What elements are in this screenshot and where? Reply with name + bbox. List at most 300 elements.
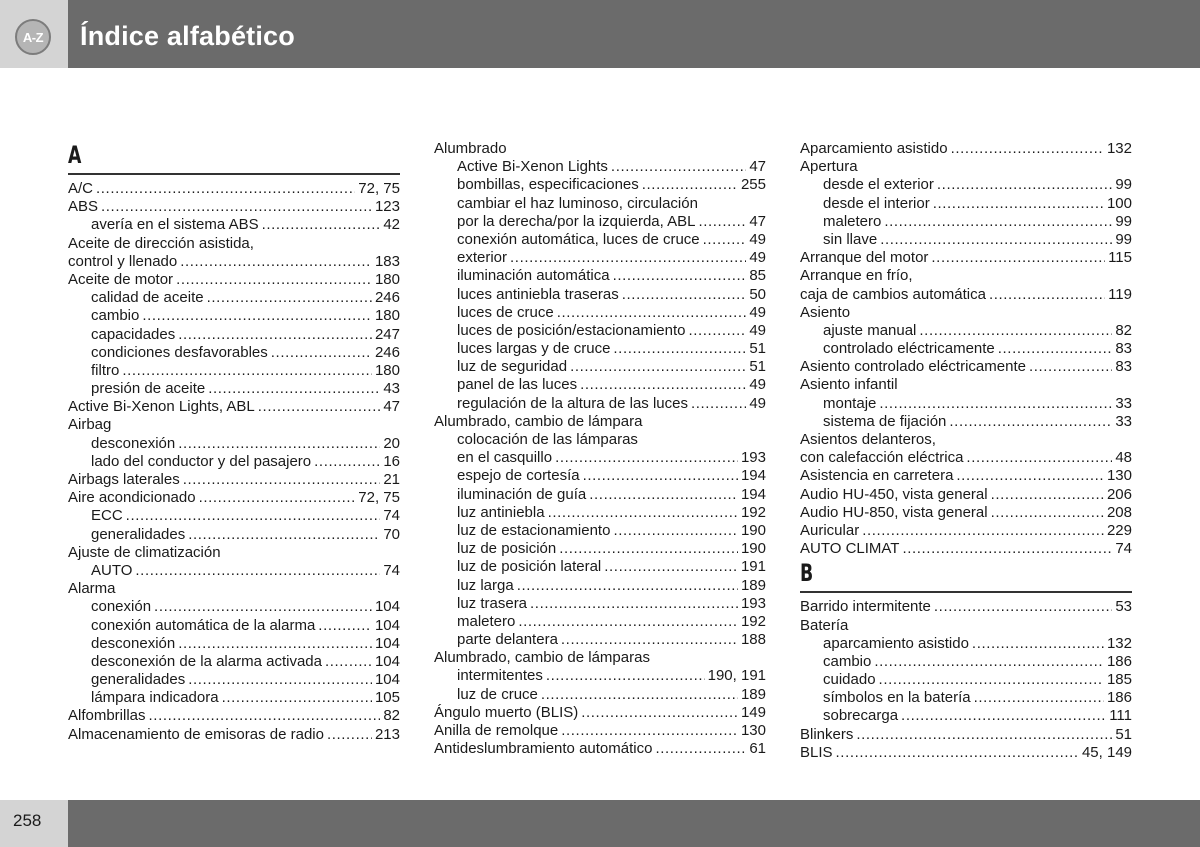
index-subentry — [434, 249, 766, 267]
entry-term: Audio HU-850, vista general — [800, 503, 988, 521]
dot-leader — [183, 471, 381, 489]
index-entry — [800, 431, 1132, 449]
entry-term: Alumbrado — [434, 140, 507, 157]
index-column-1 — [68, 140, 400, 744]
entry-page-ref: 186 — [1106, 652, 1132, 670]
page-header — [0, 0, 1200, 68]
dot-leader — [154, 598, 372, 616]
index-entry — [68, 544, 400, 562]
entry-page-ref: 100 — [1106, 194, 1132, 212]
index-subentry — [434, 213, 766, 231]
dot-leader — [622, 286, 747, 304]
entry-term: luz trasera — [457, 594, 528, 612]
entry-term: AUTO — [91, 561, 133, 579]
dot-leader — [856, 726, 1112, 744]
entry-term: Apertura — [800, 158, 858, 176]
entry-term: BLIS — [800, 743, 833, 761]
dot-leader — [934, 598, 1112, 616]
dot-leader — [884, 213, 1112, 231]
entry-term: luz de posición — [457, 540, 557, 558]
entry-term: maletero — [457, 612, 516, 630]
index-entry — [68, 235, 400, 253]
entry-page-ref: 208 — [1106, 503, 1132, 521]
dot-leader — [836, 744, 1079, 762]
dot-leader — [951, 140, 1104, 158]
dot-leader — [691, 395, 746, 413]
entry-page-ref: 247 — [374, 325, 400, 343]
entry-page-ref: 47 — [749, 158, 766, 176]
index-subentry — [434, 686, 766, 704]
entry-page-ref: 49 — [749, 303, 766, 321]
entry-page-ref: 246 — [374, 343, 400, 361]
entry-term: Almacenamiento de emisoras de radio — [68, 725, 324, 743]
index-entry — [800, 504, 1132, 522]
entry-page-ref: 183 — [374, 252, 400, 270]
page-title: Índice alfabético — [80, 21, 295, 51]
dot-leader — [188, 526, 380, 544]
entry-term: control y llenado — [68, 252, 178, 270]
entry-term: iluminación automática — [457, 267, 610, 285]
entry-page-ref: 49 — [749, 394, 766, 412]
header-tab — [0, 0, 68, 68]
entry-page-ref: 74 — [383, 561, 400, 579]
entry-page-ref: 49 — [749, 376, 766, 394]
index-subentry — [68, 380, 400, 398]
dot-leader — [176, 271, 372, 289]
page-footer — [0, 800, 1200, 847]
entry-term: generalidades — [91, 525, 186, 543]
entry-term: luz de estacionamiento — [457, 521, 611, 539]
entry-term: Alfombrillas — [68, 707, 146, 725]
entry-page-ref: 190, 191 — [707, 667, 766, 685]
dot-leader — [688, 322, 746, 340]
section-letter: A — [68, 141, 82, 169]
entry-term: lámpara indicadora — [91, 689, 219, 707]
footer-tab — [0, 800, 68, 847]
entry-page-ref: 33 — [1115, 412, 1132, 430]
index-subentry — [68, 562, 400, 580]
entry-term: parte delantera — [457, 631, 558, 649]
entry-term: luz de cruce — [457, 685, 538, 703]
index-entry — [800, 140, 1132, 158]
index-subentry — [434, 158, 766, 176]
index-subentry — [68, 362, 400, 380]
dot-leader — [972, 635, 1104, 653]
index-entry — [68, 198, 400, 216]
index-entry — [68, 726, 400, 744]
entry-page-ref: 123 — [374, 198, 400, 216]
dot-leader — [862, 522, 1104, 540]
entry-page-ref: 180 — [374, 361, 400, 379]
entry-term: controlado eléctricamente — [823, 340, 995, 358]
entry-page-ref: 149 — [740, 703, 766, 721]
index-subentry — [800, 195, 1132, 213]
entry-term: A/C — [68, 180, 94, 197]
entry-term: sistema de fijación — [823, 412, 947, 430]
dot-leader — [517, 577, 738, 595]
index-entry — [434, 722, 766, 740]
dot-leader — [989, 286, 1105, 304]
dot-leader — [611, 158, 746, 176]
index-subentry — [434, 631, 766, 649]
entry-page-ref: 43 — [383, 380, 400, 398]
entry-term: Anilla de remolque — [434, 722, 559, 739]
dot-leader — [698, 213, 746, 231]
index-entry — [434, 413, 766, 431]
index-subentry — [800, 707, 1132, 725]
dot-leader — [530, 595, 738, 613]
entry-term: Asiento infantil — [800, 376, 898, 394]
entry-term: luz larga — [457, 576, 514, 594]
index-column-3 — [800, 140, 1132, 762]
index-entry — [800, 617, 1132, 635]
dot-leader — [998, 340, 1113, 358]
entry-page-ref: 104 — [374, 652, 400, 670]
entry-term: luces de posición/estacionamiento — [457, 321, 686, 339]
entry-term: luces largas y de cruce — [457, 340, 611, 358]
index-subentry — [800, 653, 1132, 671]
entry-page-ref: 72, 75 — [358, 489, 400, 507]
entry-term: Arranque en frío, — [800, 267, 913, 285]
dot-leader — [101, 198, 372, 216]
entry-term: Airbag — [68, 416, 112, 434]
entry-term: Alumbrado, cambio de lámparas — [434, 649, 650, 667]
dot-leader — [561, 631, 738, 649]
dot-leader — [557, 304, 747, 322]
index-subentry — [434, 449, 766, 467]
entry-term: calidad de aceite — [91, 289, 204, 307]
index-entry — [434, 740, 766, 758]
index-entry — [800, 358, 1132, 376]
index-subentry — [434, 195, 766, 213]
dot-leader — [546, 667, 705, 685]
entry-page-ref: 20 — [383, 434, 400, 452]
entry-page-ref: 21 — [383, 471, 400, 488]
index-subentry — [68, 507, 400, 525]
entry-page-ref: 193 — [740, 594, 766, 612]
dot-leader — [96, 180, 355, 198]
index-subentry — [434, 176, 766, 194]
entry-page-ref: 255 — [740, 176, 766, 194]
index-subentry — [434, 231, 766, 249]
entry-term: desconexión de la alarma activada — [91, 652, 322, 670]
entry-page-ref: 49 — [749, 249, 766, 267]
dot-leader — [901, 707, 1106, 725]
entry-page-ref: 115 — [1108, 249, 1132, 267]
entry-page-ref: 193 — [740, 449, 766, 467]
entry-term: ABS — [68, 198, 99, 216]
index-entry — [800, 467, 1132, 485]
entry-page-ref: 192 — [740, 503, 766, 521]
dot-leader — [966, 449, 1112, 467]
entry-term: desde el exterior — [823, 176, 934, 194]
entry-page-ref: 104 — [374, 598, 400, 616]
dot-leader — [325, 653, 372, 671]
dot-leader — [258, 398, 381, 416]
index-subentry — [800, 635, 1132, 653]
entry-term: desconexión — [91, 634, 176, 652]
dot-leader — [991, 486, 1104, 504]
entry-term: Airbags laterales — [68, 471, 180, 488]
dot-leader — [318, 617, 372, 635]
index-entry — [800, 540, 1132, 558]
entry-term: Asiento — [800, 303, 851, 321]
entry-term: intermitentes — [457, 667, 543, 685]
index-entry — [800, 267, 1132, 285]
entry-term: cambio — [823, 652, 872, 670]
entry-term: espejo de cortesía — [457, 467, 580, 485]
index-entry — [800, 304, 1132, 322]
index-subentry — [68, 526, 400, 544]
entry-term: luz de seguridad — [457, 358, 568, 376]
dot-leader — [703, 231, 747, 249]
entry-page-ref: 104 — [374, 634, 400, 652]
entry-term: Asiento controlado eléctricamente — [800, 358, 1026, 376]
entry-page-ref: 213 — [374, 725, 400, 743]
entry-term: lado del conductor y del pasajero — [91, 452, 312, 470]
dot-leader — [880, 231, 1112, 249]
index-subentry — [68, 344, 400, 362]
entry-term: Auricular — [800, 521, 860, 539]
entry-term: Alarma — [68, 580, 116, 598]
index-entry — [800, 598, 1132, 616]
entry-term: conexión automática, luces de cruce — [457, 230, 700, 248]
dot-leader — [199, 489, 356, 507]
index-entry — [800, 449, 1132, 467]
entry-term: Ajuste de climatización — [68, 543, 221, 561]
entry-term: cambio — [91, 307, 140, 325]
dot-leader — [222, 689, 372, 707]
entry-term: Aceite de motor — [68, 270, 174, 288]
entry-term: desde el interior — [823, 194, 930, 212]
entry-page-ref: 16 — [383, 452, 400, 470]
dot-leader — [122, 362, 372, 380]
dot-leader — [581, 704, 738, 722]
entry-page-ref: 105 — [374, 689, 400, 707]
entry-term: Aire acondicionado — [68, 489, 196, 507]
dot-leader — [949, 413, 1112, 431]
entry-page-ref: 188 — [740, 631, 766, 649]
index-entry — [68, 580, 400, 598]
entry-term: cambiar el haz luminoso, circulación — [457, 194, 698, 212]
entry-page-ref: 192 — [740, 612, 766, 630]
entry-page-ref: 61 — [749, 740, 766, 758]
section-letter: B — [800, 559, 814, 588]
index-subentry — [434, 504, 766, 522]
entry-page-ref: 48 — [1115, 449, 1132, 467]
index-subentry — [68, 326, 400, 344]
entry-page-ref: 72, 75 — [358, 180, 400, 197]
entry-term: Audio HU-450, vista general — [800, 485, 988, 503]
index-entry — [68, 489, 400, 507]
entry-page-ref: 51 — [749, 340, 766, 358]
entry-page-ref: 83 — [1115, 340, 1132, 358]
entry-term: bombillas, especificaciones — [457, 176, 639, 194]
entry-term: Barrido intermitente — [800, 598, 931, 616]
dot-leader — [931, 249, 1105, 267]
dot-leader — [589, 486, 738, 504]
index-entry — [800, 286, 1132, 304]
entry-term: Antideslumbramiento automático — [434, 740, 653, 758]
index-subentry — [800, 395, 1132, 413]
entry-page-ref: 194 — [740, 485, 766, 503]
entry-page-ref: 104 — [374, 671, 400, 689]
entry-term: iluminación de guía — [457, 485, 587, 503]
az-badge-text: A-Z — [22, 29, 44, 45]
index-subentry — [434, 286, 766, 304]
dot-leader — [991, 504, 1104, 522]
index-subentry — [68, 689, 400, 707]
dot-leader — [188, 671, 372, 689]
index-entry — [68, 271, 400, 289]
index-subentry — [68, 307, 400, 325]
entry-page-ref: 99 — [1115, 176, 1132, 194]
index-subentry — [434, 395, 766, 413]
dot-leader — [271, 344, 372, 362]
entry-page-ref: 189 — [740, 685, 766, 703]
index-entry — [68, 416, 400, 434]
entry-term: luz antiniebla — [457, 503, 545, 521]
entry-page-ref: 132 — [1106, 634, 1132, 652]
index-subentry — [68, 453, 400, 471]
index-entry — [800, 744, 1132, 762]
dot-leader — [879, 395, 1112, 413]
entry-page-ref: 45, 149 — [1081, 743, 1132, 761]
entry-page-ref: 33 — [1115, 394, 1132, 412]
index-subentry — [800, 671, 1132, 689]
dot-leader — [1029, 358, 1112, 376]
dot-leader — [541, 686, 738, 704]
entry-term: generalidades — [91, 671, 186, 689]
index-subentry — [434, 667, 766, 685]
entry-term: exterior — [457, 249, 508, 267]
index-subentry — [800, 176, 1132, 194]
entry-term: Aparcamiento asistido — [800, 140, 948, 157]
index-entry — [68, 253, 400, 271]
dot-leader — [135, 562, 380, 580]
dot-leader — [518, 613, 738, 631]
dot-leader — [559, 540, 738, 558]
entry-term: caja de cambios automática — [800, 285, 986, 303]
entry-term: Batería — [800, 616, 849, 634]
entry-page-ref: 185 — [1106, 671, 1132, 689]
entry-page-ref: 47 — [383, 398, 400, 416]
dot-leader — [314, 453, 380, 471]
index-subentry — [434, 267, 766, 285]
dot-leader — [178, 435, 380, 453]
dot-leader — [604, 558, 738, 576]
dot-leader — [180, 253, 372, 271]
entry-page-ref: 194 — [740, 467, 766, 485]
entry-term: colocación de las lámparas — [457, 431, 638, 448]
index-entry — [68, 707, 400, 725]
dot-leader — [956, 467, 1104, 485]
index-column-2 — [434, 140, 766, 758]
entry-term: luces de cruce — [457, 303, 554, 321]
dot-leader — [178, 635, 372, 653]
entry-term: Aceite de dirección asistida, — [68, 234, 254, 252]
entry-term: desconexión — [91, 434, 176, 452]
index-entry — [68, 471, 400, 489]
entry-term: Asientos delanteros, — [800, 431, 936, 448]
dot-leader — [642, 176, 738, 194]
entry-term: Arranque del motor — [800, 249, 929, 267]
entry-term: sobrecarga — [823, 707, 899, 725]
index-subentry — [800, 413, 1132, 431]
index-subentry — [68, 671, 400, 689]
dot-leader — [561, 722, 738, 740]
entry-term: luz de posición lateral — [457, 558, 602, 576]
entry-page-ref: 99 — [1115, 230, 1132, 248]
index-subentry — [68, 653, 400, 671]
dot-leader — [570, 358, 746, 376]
index-subentry — [434, 467, 766, 485]
entry-term: conexión automática de la alarma — [91, 616, 316, 634]
index-entry — [434, 140, 766, 158]
dot-leader — [126, 507, 381, 525]
entry-page-ref: 180 — [374, 270, 400, 288]
index-entry — [68, 180, 400, 198]
dot-leader — [548, 504, 738, 522]
dot-leader — [613, 340, 746, 358]
entry-page-ref: 190 — [740, 540, 766, 558]
index-subentry — [434, 486, 766, 504]
index-subentry — [800, 213, 1132, 231]
entry-term: Alumbrado, cambio de lámpara — [434, 412, 643, 430]
index-subentry — [434, 358, 766, 376]
entry-page-ref: 111 — [1109, 707, 1132, 725]
index-subentry — [68, 289, 400, 307]
entry-page-ref: 74 — [383, 507, 400, 525]
dot-leader — [933, 195, 1104, 213]
dot-leader — [262, 216, 381, 234]
dot-leader — [583, 467, 738, 485]
index-subentry — [68, 598, 400, 616]
index-subentry — [434, 558, 766, 576]
entry-page-ref: 70 — [383, 525, 400, 543]
entry-page-ref: 47 — [749, 212, 766, 230]
entry-term: luces antiniebla traseras — [457, 285, 619, 303]
entry-term: conexión — [91, 598, 152, 616]
dot-leader — [613, 522, 738, 540]
dot-leader — [178, 326, 372, 344]
entry-page-ref: 191 — [740, 558, 766, 576]
index-entry — [68, 398, 400, 416]
entry-term: con calefacción eléctrica — [800, 449, 964, 467]
entry-term: AUTO CLIMAT — [800, 540, 900, 558]
entry-page-ref: 83 — [1115, 358, 1132, 376]
entry-page-ref: 51 — [1115, 725, 1132, 743]
dot-leader — [655, 740, 746, 758]
entry-page-ref: 51 — [749, 358, 766, 376]
entry-term: presión de aceite — [91, 380, 206, 398]
entry-page-ref: 246 — [374, 289, 400, 307]
entry-page-ref: 82 — [383, 707, 400, 725]
entry-page-ref: 130 — [740, 722, 766, 739]
entry-term: ajuste manual — [823, 321, 917, 339]
index-subentry — [68, 617, 400, 635]
entry-page-ref: 180 — [374, 307, 400, 325]
index-subentry — [68, 435, 400, 453]
index-subentry — [68, 216, 400, 234]
entry-page-ref: 130 — [1106, 467, 1132, 485]
entry-page-ref: 186 — [1106, 689, 1132, 707]
az-index-icon — [15, 19, 51, 55]
entry-page-ref: 206 — [1106, 485, 1132, 503]
entry-term: ECC — [91, 507, 123, 525]
dot-leader — [937, 176, 1112, 194]
index-entry — [434, 704, 766, 722]
